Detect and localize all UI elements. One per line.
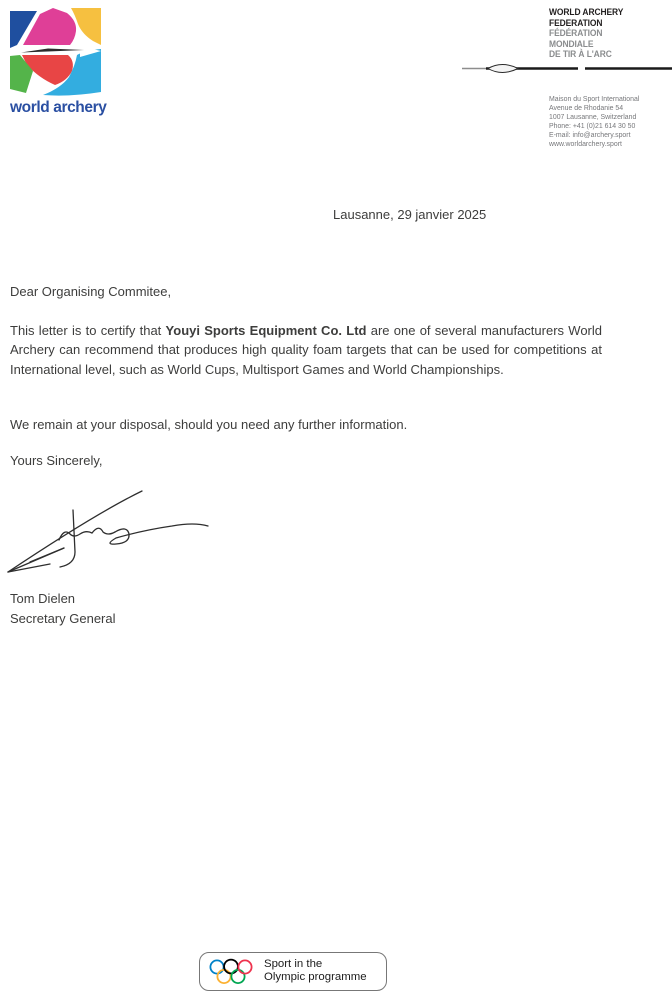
address-line: 1007 Lausanne, Switzerland <box>549 111 637 121</box>
body-paragraph <box>10 321 602 379</box>
address-line: Maison du Sport International <box>549 94 640 103</box>
org-name-en-line2: FEDERATION <box>549 17 603 28</box>
address-line: Phone: +41 (0)21 614 30 50 <box>549 120 636 130</box>
org-name-fr-line1: FÉDÉRATION <box>549 28 603 39</box>
signoff-line: Yours Sincerely, <box>10 453 103 468</box>
address-line: Avenue de Rhodanie 54 <box>549 102 624 112</box>
badge-text <box>264 958 367 985</box>
address-line: www.worldarchery.sport <box>549 138 622 148</box>
org-name-fr-line3: DE TIR À L'ARC <box>549 49 612 60</box>
olympic-rings-icon <box>208 956 256 988</box>
body-text-before: This letter is to certify that <box>10 323 166 338</box>
badge-line-2: Olympic programme <box>264 971 367 984</box>
address-line: E-mail: info@archery.sport <box>549 129 631 139</box>
world-archery-logo <box>10 8 130 117</box>
signature-image <box>4 482 214 585</box>
org-name-en-line1: WORLD ARCHERY <box>549 7 624 17</box>
body-text-after: are one of several manufacturers World Archery can recommend that produces high quality foam targets that can be used for competitions at International level, such as World Cups, Multisport Games and World Championships. <box>10 323 602 377</box>
closing-line: We remain at your disposal, should you need any further information. <box>10 417 408 432</box>
letterhead-address <box>549 95 639 148</box>
world-archery-emblem-icon <box>10 8 101 97</box>
logo-wordmark: world archery <box>10 99 107 116</box>
signature-block <box>10 589 116 628</box>
date-line: Lausanne, 29 janvier 2025 <box>333 207 487 222</box>
letterhead-arrow-icon <box>456 57 672 82</box>
olympic-programme-badge <box>199 952 387 991</box>
signer-name: Tom Dielen <box>10 591 76 606</box>
org-name-fr-line2: MONDIALE <box>549 38 594 49</box>
letterhead-org-names <box>549 7 623 60</box>
salutation: Dear Organising Commitee, <box>10 284 172 299</box>
company-name: Youyi Sports Equipment Co. Ltd <box>165 323 367 338</box>
badge-line-1: Sport in the <box>264 958 323 970</box>
signer-title: Secretary General <box>10 610 116 626</box>
